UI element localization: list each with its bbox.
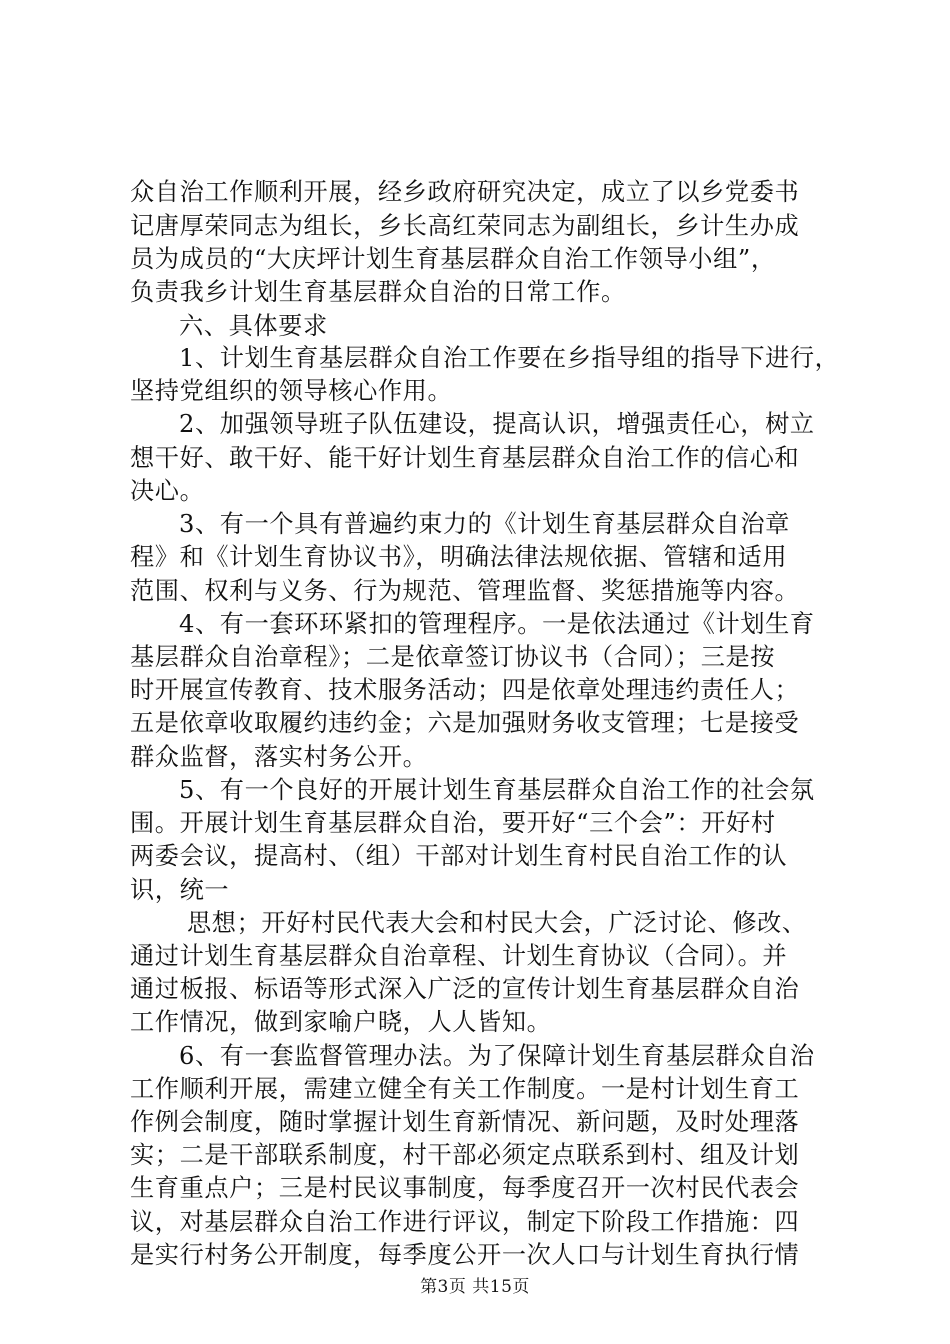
text-line: 3、有一个具有普遍约束力的《计划生育基层群众自治章 <box>179 510 790 538</box>
text-line: 时开展宣传教育、技术服务活动；四是依章处理违约责任人； <box>130 676 800 704</box>
text-line: 实；二是干部联系制度，村干部必须定点联系到村、组及计划 <box>130 1141 800 1169</box>
text-line: 想干好、敢干好、能干好计划生育基层群众自治工作的信心和 <box>130 444 800 472</box>
text-line: 范围、权利与义务、行为规范、管理监督、奖惩措施等内容。 <box>130 577 800 605</box>
text-line: 两委会议，提高村、（组）干部对计划生育村民自治工作的认 <box>130 842 788 870</box>
text-line: 6、有一套监督管理办法。为了保障计划生育基层群众自治 <box>179 1042 815 1070</box>
text-line: 生育重点户；三是村民议事制度，每季度召开一次村民代表会 <box>130 1174 800 1202</box>
text-line: 众自治工作顺利开展，经乡政府研究决定，成立了以乡党委书 <box>130 178 800 206</box>
text-line: 基层群众自治章程》；二是依章签订协议书（合同）；三是按 <box>130 643 776 671</box>
text-line: 通过计划生育基层群众自治章程、计划生育协议（合同）。并 <box>130 942 788 970</box>
section-heading: 六、具体要求 <box>179 312 328 340</box>
text-line: 负责我乡计划生育基层群众自治的日常工作。 <box>130 278 626 306</box>
text-line: 工作情况，做到家喻户晓，人人皆知。 <box>130 1008 552 1036</box>
page-number-footer: 第3页 共15页 <box>420 1277 530 1297</box>
text-line: 围。开展计划生育基层群众自治，要开好“三个会”：开好村 <box>130 809 776 837</box>
text-line: 坚持党组织的领导核心作用。 <box>130 377 453 405</box>
text-line: 2、加强领导班子队伍建设，提高认识，增强责任心，树立 <box>179 410 815 438</box>
text-line: 1、计划生育基层群众自治工作要在乡指导组的指导下进行， <box>179 344 840 372</box>
text-line: 4、有一套环环紧扣的管理程序。一是依法通过《计划生育 <box>179 610 815 638</box>
text-line: 是实行村务公开制度，每季度公开一次人口与计划生育执行情 <box>130 1241 800 1269</box>
text-line: 决心。 <box>130 477 205 505</box>
text-line: 识，统一 <box>130 876 230 904</box>
text-line: 5、有一个良好的开展计划生育基层群众自治工作的社会氛 <box>179 776 815 804</box>
text-line: 作例会制度，随时掌握计划生育新情况、新问题，及时处理落 <box>130 1108 800 1136</box>
text-line: 思想；开好村民代表大会和村民大会，广泛讨论、修改、 <box>187 909 807 937</box>
text-line: 群众监督，落实村务公开。 <box>130 743 428 771</box>
text-line: 工作顺利开展，需建立健全有关工作制度。一是村计划生育工 <box>130 1075 800 1103</box>
text-line: 通过板报、标语等形式深入广泛的宣传计划生育基层群众自治 <box>130 975 800 1003</box>
text-line: 记唐厚荣同志为组长，乡长高红荣同志为副组长，乡计生办成 <box>130 212 800 240</box>
text-line: 议，对基层群众自治工作进行评议，制定下阶段工作措施：四 <box>130 1208 800 1236</box>
text-line: 员为成员的“大庆坪计划生育基层群众自治工作领导小组”， <box>130 245 776 273</box>
text-line: 程》和《计划生育协议书》，明确法律法规依据、管辖和适用 <box>130 543 788 571</box>
text-line: 五是依章收取履约违约金；六是加强财务收支管理；七是接受 <box>130 709 800 737</box>
